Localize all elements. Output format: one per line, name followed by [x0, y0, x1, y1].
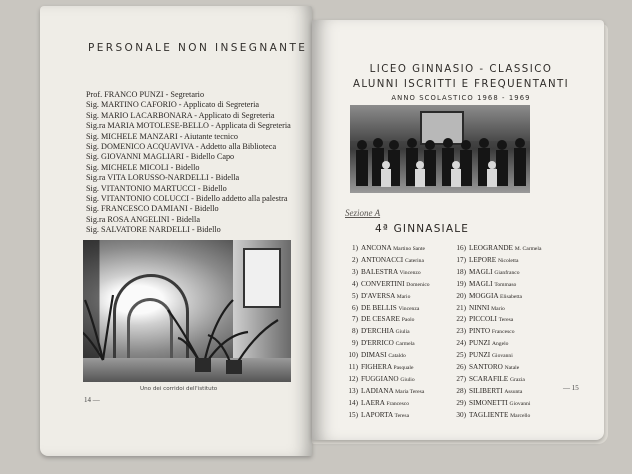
student-surname: MOGGIA: [469, 291, 499, 300]
staff-dash: -: [176, 100, 184, 110]
student-first-name: Assunta: [504, 388, 523, 395]
staff-list: [86, 90, 296, 236]
student-first-name: Nicoletta: [497, 257, 519, 264]
student-first-name: Angelo: [491, 341, 509, 348]
staff-role: Segretario: [170, 90, 205, 99]
left-page-title: PERSONALE NON INSEGNANTE: [88, 42, 308, 54]
student-first-name: Grazia: [509, 376, 525, 383]
staff-title: Sig.: [86, 100, 99, 110]
student-number: 29): [456, 398, 466, 407]
staff-row: [86, 215, 296, 225]
staff-title: Prof.: [86, 90, 103, 99]
staff-row: [86, 121, 296, 131]
student-row: [450, 326, 541, 338]
student-number: 17): [456, 255, 466, 264]
student-row: [342, 267, 430, 279]
student-row: [450, 279, 541, 291]
student-number: 4): [352, 279, 358, 288]
staff-role: Bidello: [202, 183, 227, 193]
staff-row: [86, 132, 296, 142]
school-year: ANNO SCOLASTICO 1968 - 1969: [391, 94, 531, 102]
staff-row: [86, 100, 296, 110]
staff-role: Addetto alla Biblioteca: [200, 142, 277, 152]
student-surname: MAGLI: [469, 279, 493, 288]
student-row: [450, 291, 541, 303]
student-number: 22): [456, 315, 466, 324]
student-number: 12): [348, 374, 358, 383]
student-number: 20): [456, 291, 466, 300]
student-surname: PUNZI: [469, 339, 491, 348]
staff-name: GIOVANNI MAGLIARI: [101, 152, 184, 162]
school-title: LICEO GINNASIO - CLASSICO: [369, 64, 553, 75]
student-first-name: Mario: [491, 305, 505, 312]
right-page-number: — 15: [563, 384, 579, 392]
student-first-name: Giulia: [395, 329, 410, 336]
staff-dash: -: [192, 110, 199, 120]
staff-role: Applicato di Segreteria: [183, 100, 260, 110]
staff-dash: -: [163, 90, 171, 99]
staff-name: DOMENICO ACQUAVIVA: [101, 142, 194, 152]
student-row: [450, 243, 541, 255]
student-surname: LEOGRANDE: [469, 244, 513, 252]
student-row: [342, 386, 430, 398]
student-surname: NINNI: [469, 303, 490, 312]
student-row: [342, 398, 430, 410]
staff-name: MARIA MOTOLESE-BELLO: [107, 121, 209, 131]
student-row: [450, 267, 541, 279]
staff-dash: -: [168, 162, 176, 172]
student-first-name: Teresa: [394, 412, 410, 419]
student-row: [342, 291, 430, 303]
staff-row: [86, 194, 296, 204]
student-row: [450, 303, 541, 315]
student-surname: FIGHERA: [361, 363, 392, 372]
student-first-name: Francesco: [386, 400, 410, 407]
student-first-name: M. Carmela: [514, 246, 542, 252]
palm-plants-svg: [83, 240, 291, 382]
staff-name: FRANCESCO DAMIANI: [101, 204, 188, 214]
student-number: 27): [456, 374, 466, 383]
staff-title: Sig.: [86, 183, 99, 193]
staff-row: [86, 152, 296, 162]
student-surname: LAERA: [361, 398, 385, 407]
student-list-column-1: [342, 243, 430, 422]
student-number: 23): [456, 327, 466, 336]
student-first-name: Pasquale: [393, 365, 414, 372]
student-row: [342, 255, 430, 267]
student-number: 24): [456, 339, 466, 348]
student-number: 21): [456, 303, 466, 312]
staff-name: VITA LORUSSO-NARDELLI: [107, 173, 209, 183]
staff-name: ROSA ANGELINI: [107, 214, 170, 224]
student-first-name: Giovanni: [491, 353, 513, 360]
photo-caption: Uno dei corridoi dell'istituto: [140, 386, 218, 392]
staff-role: Bidello: [194, 204, 219, 214]
staff-name: VITANTONIO MARTUCCI: [100, 183, 196, 193]
student-row: [342, 279, 430, 291]
student-surname: ANCONA: [361, 244, 392, 252]
staff-dash: -: [169, 214, 177, 224]
student-first-name: Paolo: [401, 317, 415, 324]
staff-title: Sig.ra: [86, 173, 106, 183]
staff-name: MARIO LACARBONARA: [101, 110, 193, 120]
student-number: 11): [348, 363, 358, 372]
student-row: [450, 362, 541, 374]
student-row: [450, 255, 541, 267]
student-row: [450, 398, 541, 410]
student-number: 13): [348, 386, 358, 395]
staff-row: [86, 163, 296, 173]
student-row: [342, 350, 430, 362]
student-number: 15): [348, 410, 358, 419]
student-first-name: Maria Teresa: [395, 388, 425, 395]
staff-title: Sig.: [86, 194, 99, 204]
staff-dash: -: [189, 225, 197, 235]
student-number: 5): [352, 291, 358, 300]
student-number: 6): [352, 303, 358, 312]
student-surname: D'ERRICO: [361, 339, 394, 348]
student-row: [450, 386, 541, 398]
student-number: 18): [456, 267, 466, 276]
student-surname: DE BELLIS: [361, 303, 397, 312]
staff-role: Bidello: [175, 162, 200, 172]
student-row: [450, 374, 541, 386]
staff-dash: -: [193, 142, 201, 152]
student-number: 30): [456, 410, 466, 419]
student-row: [450, 350, 541, 362]
staff-row: [86, 225, 296, 235]
student-first-name: Mario: [396, 293, 411, 300]
staff-title: Sig.: [86, 110, 99, 120]
student-surname: SANTORO: [469, 363, 503, 372]
staff-row: [86, 142, 296, 152]
student-surname: D'ERCHIA: [361, 327, 394, 336]
staff-row: [86, 111, 296, 121]
left-page-number: 14 —: [84, 396, 100, 404]
student-number: 16): [456, 244, 466, 252]
student-row: [342, 410, 430, 422]
class-photo: [350, 105, 530, 193]
staff-name: FRANCO PUNZI: [104, 90, 164, 99]
staff-title: Sig.: [86, 162, 99, 172]
student-first-name: Caterina: [405, 257, 424, 264]
staff-dash: -: [208, 121, 216, 131]
student-first-name: Elisabetta: [499, 293, 523, 300]
student-number: 7): [352, 315, 358, 324]
student-list-column-2: [450, 243, 541, 422]
student-first-name: Vincenza: [398, 305, 420, 312]
staff-title: Sig.ra: [86, 121, 106, 131]
staff-title: Sig.ra: [86, 214, 106, 224]
student-number: 28): [456, 386, 466, 395]
student-first-name: Teresa: [498, 317, 514, 324]
student-first-name: Francesco: [491, 329, 515, 336]
student-first-name: Carmela: [395, 341, 415, 348]
student-number: 3): [352, 267, 358, 276]
student-surname: PINTO: [469, 327, 491, 336]
student-first-name: Cataldo: [388, 353, 406, 360]
student-row: [450, 410, 541, 422]
student-first-name: Tommaso: [494, 281, 517, 288]
student-surname: LAPORTA: [361, 410, 393, 419]
staff-name: MICHELE MANZARI: [101, 131, 178, 141]
student-surname: LADIANA: [361, 386, 394, 395]
staff-row: [86, 204, 296, 214]
student-row: [342, 303, 430, 315]
student-first-name: Domenico: [406, 281, 430, 288]
student-number: 10): [348, 351, 358, 360]
student-number: 9): [352, 339, 358, 348]
staff-dash: -: [208, 173, 216, 183]
staff-title: Sig.: [86, 204, 99, 214]
student-first-name: Giulio: [400, 376, 415, 383]
section-label: Sezione A: [345, 208, 381, 218]
staff-role: Applicata di Segreteria: [215, 121, 291, 131]
staff-title: Sig.: [86, 152, 99, 162]
student-first-name: Giovanni: [509, 400, 531, 407]
student-surname: SIMONETTI: [469, 398, 508, 407]
staff-role: Bidello Capo: [190, 152, 235, 162]
student-surname: TAGLIENTE: [469, 410, 509, 419]
student-first-name: Marcello: [510, 412, 531, 419]
student-surname: FUGGIANO: [361, 374, 399, 383]
student-number: 19): [456, 279, 466, 288]
student-number: 25): [456, 351, 466, 360]
staff-dash: -: [187, 204, 195, 214]
student-surname: PICCOLI: [469, 315, 497, 324]
staff-role: Bidella: [215, 173, 240, 183]
student-number: 14): [348, 398, 358, 407]
student-surname: LEPORE: [469, 255, 497, 264]
student-surname: SILIBERTI: [469, 386, 503, 395]
student-surname: DIMASI: [361, 351, 387, 360]
student-surname: PUNZI: [469, 351, 491, 360]
staff-dash: -: [177, 131, 185, 141]
staff-name: MARTINO CAFORIO: [101, 100, 177, 110]
staff-role: Aiutante tecnico: [184, 131, 238, 141]
staff-dash: -: [183, 152, 191, 162]
student-surname: D'AVERSA: [361, 291, 395, 300]
student-first-name: Natale: [504, 365, 520, 372]
student-row: [342, 326, 430, 338]
staff-row: [86, 173, 296, 183]
student-surname: SCARAFILE: [469, 374, 509, 383]
staff-title: Sig.: [86, 142, 99, 152]
staff-role: Applicato di Segreteria: [198, 110, 275, 120]
staff-role: Bidello addetto alla palestra: [195, 194, 288, 204]
student-row: [342, 314, 430, 326]
student-first-name: Martino Sante: [393, 246, 426, 252]
student-row: [342, 374, 430, 386]
staff-dash: -: [195, 183, 203, 193]
staff-row: [86, 90, 296, 100]
staff-role: Bidello: [196, 225, 221, 235]
staff-title: Sig.: [86, 225, 99, 235]
staff-role: Bidella: [176, 214, 200, 224]
staff-name: VITANTONIO COLUCCI: [100, 194, 190, 204]
student-row: [342, 338, 430, 350]
student-row: [450, 338, 541, 350]
student-number: 26): [456, 363, 466, 372]
student-row: [342, 362, 430, 374]
student-surname: ANTONACCI: [361, 255, 404, 264]
student-surname: MAGLI: [469, 267, 493, 276]
student-surname: BALESTRA: [361, 267, 398, 276]
staff-name: SALVATORE NARDELLI: [101, 225, 190, 235]
staff-row: [86, 184, 296, 194]
student-first-name: Vincenzo: [399, 269, 421, 276]
student-number: 8): [352, 327, 358, 336]
student-surname: DE CESARE: [361, 315, 400, 324]
student-surname: CONVERTINI: [361, 279, 405, 288]
student-number: 1): [352, 244, 358, 252]
student-row: [450, 314, 541, 326]
corridor-photo: [83, 240, 291, 382]
student-row: [342, 243, 430, 255]
students-title: ALUNNI ISCRITTI E FREQUENTANTI: [352, 79, 570, 90]
class-title: 4ª GINNASIALE: [375, 223, 470, 235]
student-number: 2): [352, 255, 358, 264]
staff-title: Sig.: [86, 131, 99, 141]
student-first-name: Gianfranco: [494, 269, 520, 276]
staff-name: MICHELE MICOLI: [101, 162, 169, 172]
students-group-svg: [350, 105, 530, 193]
staff-dash: -: [189, 194, 196, 204]
